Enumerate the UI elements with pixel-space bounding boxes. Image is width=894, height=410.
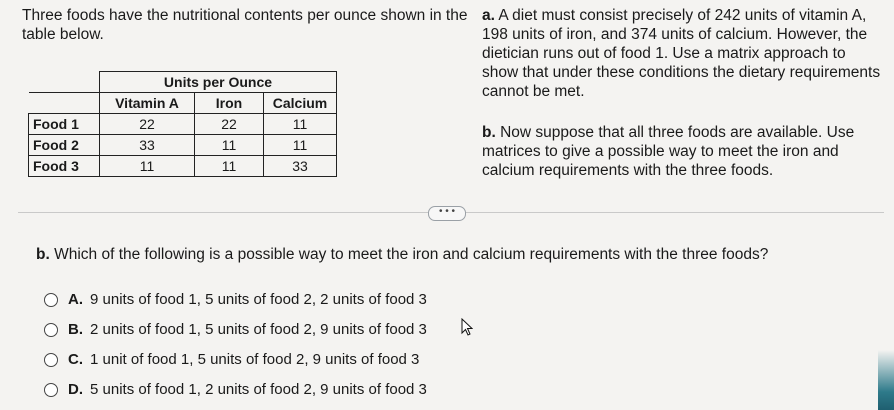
table-row: [29, 114, 337, 135]
part-a-text: [482, 6, 886, 101]
background-corner: [878, 350, 894, 410]
question-text: Which of the following is a possible way to meet the iron and calcium requirements with the three foods?: [54, 246, 769, 263]
table-caption-row: [29, 72, 337, 93]
option-text: 2 units of food 1, 5 units of food 2, 9 units of food 3: [90, 321, 427, 338]
option-text: 9 units of food 1, 5 units of food 2, 2 units of food 3: [90, 291, 427, 308]
column-header: Iron: [195, 93, 264, 114]
option-letter: A.: [68, 291, 83, 308]
answer-option-b[interactable]: [44, 321, 427, 338]
part-b-body: Now suppose that all three foods are available. Use matrices to give a possible way to meet the iron and calcium requirements with the three foods.: [482, 124, 855, 179]
part-a-body: A diet must consist precisely of 242 units of vitamin A, 198 units of iron, and 374 units of calcium. However, the dietician runs out of food 1. Use a matrix approach to show that under these conditions the dietary requirements cannot be met.: [482, 7, 881, 100]
radio-button[interactable]: [44, 383, 58, 397]
mouse-cursor-icon: [461, 318, 473, 336]
option-letter: B.: [68, 321, 83, 338]
table-row: [29, 135, 337, 156]
question-label: b.: [36, 246, 50, 263]
table-cell: 33: [100, 135, 195, 156]
part-b-text: [482, 123, 886, 180]
answer-option-a[interactable]: [44, 291, 427, 308]
table-header-row: [29, 93, 337, 114]
radio-button[interactable]: [44, 353, 58, 367]
table-cell: 11: [264, 114, 337, 135]
row-label: Food 2: [29, 135, 100, 156]
problem-intro: Three foods have the nutritional contents per ounce shown in the table below.: [22, 7, 468, 43]
question-prompt: [36, 246, 768, 264]
column-header: Vitamin A: [100, 93, 195, 114]
column-header: Calcium: [264, 93, 337, 114]
table-caption: Units per Ounce: [100, 72, 337, 93]
nutrition-table: [28, 71, 337, 177]
radio-button[interactable]: [44, 323, 58, 337]
table-cell: 11: [100, 156, 195, 177]
answer-option-d[interactable]: [44, 381, 427, 398]
table-cell: 11: [264, 135, 337, 156]
option-letter: C.: [68, 351, 83, 368]
table-row: [29, 156, 337, 177]
table-cell: 11: [195, 156, 264, 177]
option-letter: D.: [68, 381, 83, 398]
table-cell: 11: [195, 135, 264, 156]
part-a-label: a.: [482, 7, 495, 24]
table-cell: 22: [195, 114, 264, 135]
row-label: Food 3: [29, 156, 100, 177]
option-text: 5 units of food 1, 2 units of food 2, 9 units of food 3: [90, 381, 427, 398]
answer-option-c[interactable]: [44, 351, 419, 368]
table-cell: 33: [264, 156, 337, 177]
row-label: Food 1: [29, 114, 100, 135]
expand-more-button[interactable]: • • •: [428, 206, 466, 221]
option-text: 1 unit of food 1, 5 units of food 2, 9 units of food 3: [90, 351, 420, 368]
part-b-label: b.: [482, 124, 496, 141]
table-cell: 22: [100, 114, 195, 135]
radio-button[interactable]: [44, 293, 58, 307]
